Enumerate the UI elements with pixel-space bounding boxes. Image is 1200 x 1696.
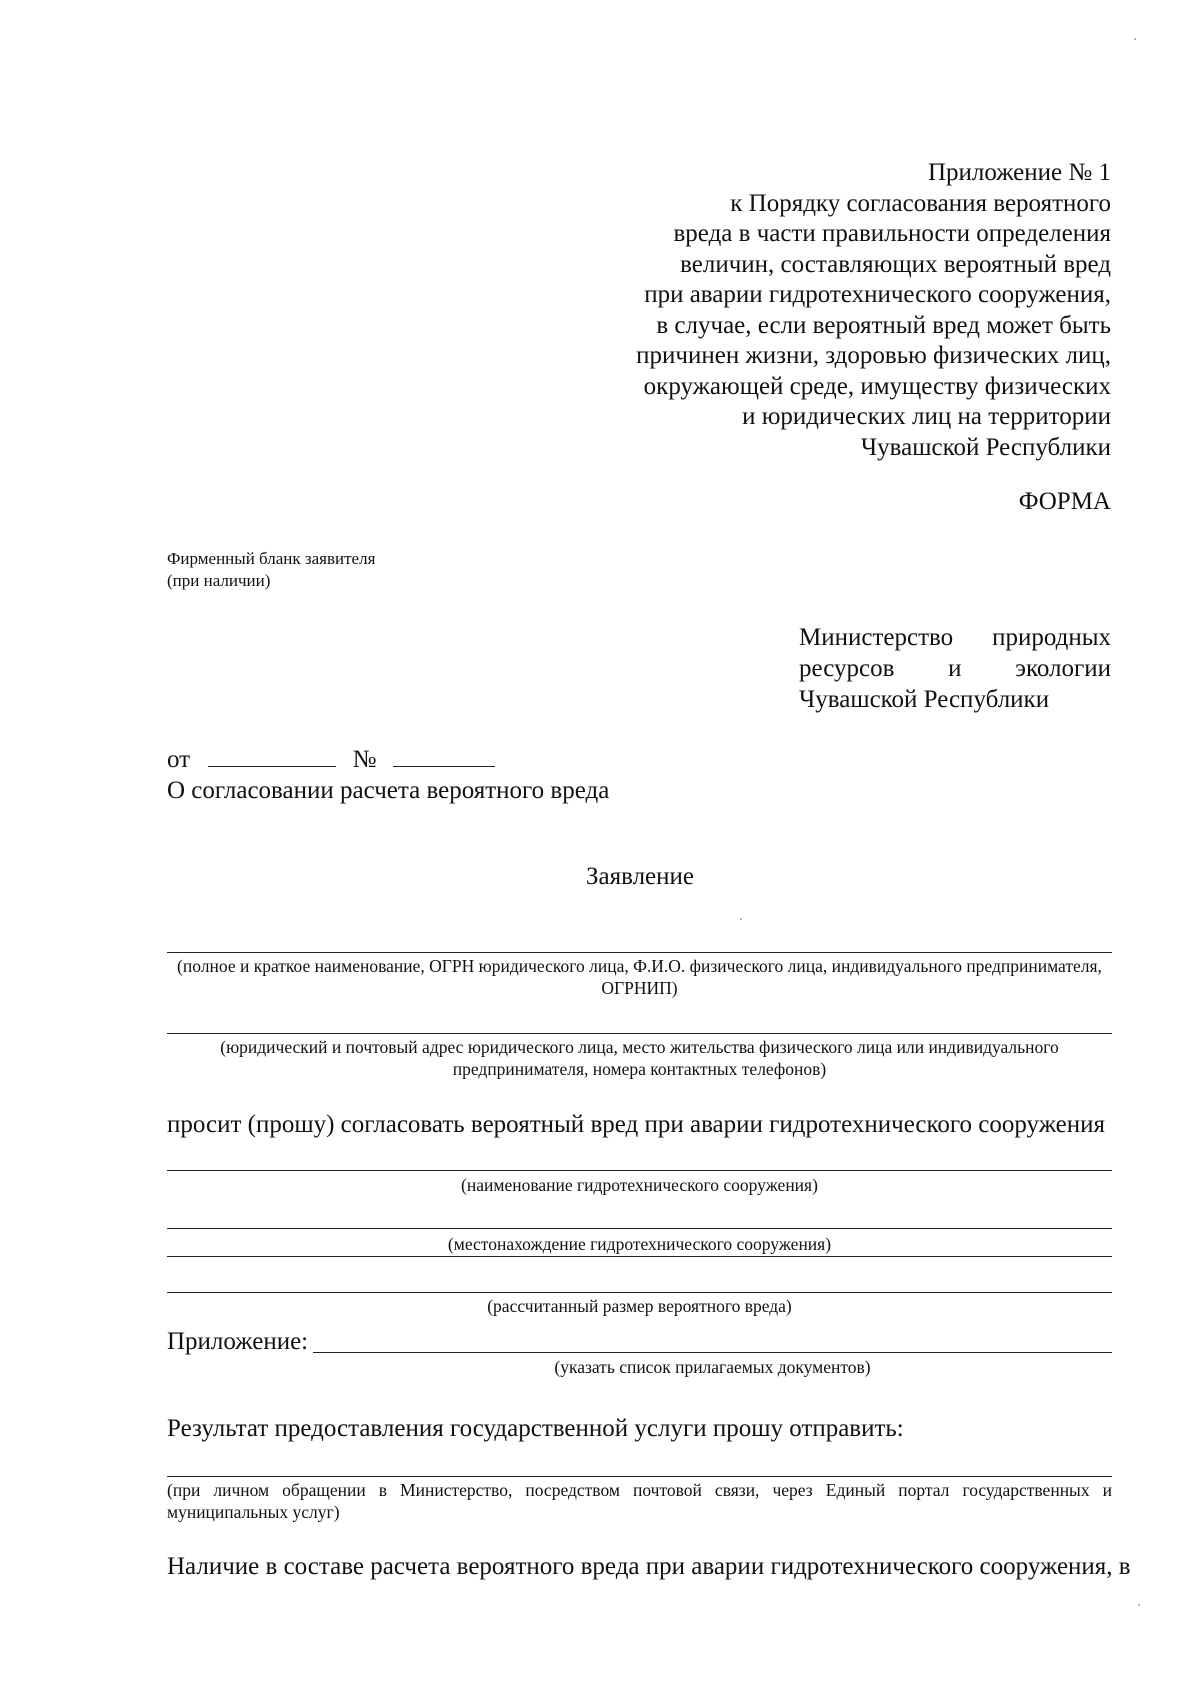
number-blank-field[interactable] xyxy=(393,746,495,767)
appendix-line: окружающей среде, имуществу физических xyxy=(643,372,1111,400)
damage-size-hint: (рассчитанный размер вероятного вреда) xyxy=(487,1296,792,1316)
attachment-line[interactable] xyxy=(313,1352,1112,1353)
location-hint: (местонахождение гидротехнического сооружения) xyxy=(447,1234,832,1254)
applicant-name-hint: (полное и краткое наименование, ОГРН юридического лица, Ф.И.О. физического лица, индивидуального предпринимателя, ОГРНИП) xyxy=(177,956,1102,998)
appendix-line: Приложение № 1 xyxy=(927,159,1111,186)
letterhead-line: Фирменный бланк заявителя xyxy=(167,549,376,568)
address-line[interactable] xyxy=(167,1033,1112,1034)
result-text: Результат предоставления государственной услуги прошу отправить: xyxy=(167,1415,904,1442)
number-sign: № xyxy=(352,746,377,773)
location-line[interactable] xyxy=(167,1228,1112,1229)
scan-speck xyxy=(1138,1604,1140,1606)
scan-speck xyxy=(740,918,742,920)
attachment-row xyxy=(167,1328,308,1356)
appendix-line: при аварии гидротехнического сооружения, xyxy=(644,281,1111,308)
applicant-name-line[interactable] xyxy=(167,952,1112,953)
letterhead-line: (при наличии) xyxy=(167,571,271,590)
structure-name-line[interactable] xyxy=(167,1170,1112,1171)
recipient-line xyxy=(799,653,1111,684)
recipient-word: Министерство xyxy=(799,624,954,651)
appendix-line: Чувашской Республики xyxy=(860,433,1111,461)
reference-line xyxy=(167,746,495,774)
recipient-word: экологии xyxy=(1015,655,1111,682)
recipient-block xyxy=(799,622,1111,715)
subject-line: О согласовании расчета вероятного вреда xyxy=(167,777,610,804)
request-text: просит (прошу) согласовать вероятный вред при аварии гидротехнического сооружения xyxy=(167,1111,1106,1138)
appendix-line: к Порядку согласования вероятного xyxy=(730,189,1111,217)
structure-name-hint: (наименование гидротехнического сооружения) xyxy=(461,1175,818,1195)
recipient-word: природных xyxy=(992,624,1111,651)
attachment-label: Приложение: xyxy=(167,1328,309,1355)
document-title: Заявление xyxy=(585,863,695,890)
appendix-line: и юридических лиц на территории xyxy=(742,403,1111,430)
address-hint: (юридический и почтовый адрес юридического лица, место жительства физического лица или индивидуального предпринимателя, номера контактных телефонов) xyxy=(220,1037,1059,1079)
damage-size-line[interactable] xyxy=(167,1292,1112,1293)
recipient-line xyxy=(799,622,1111,653)
recipient-line: Чувашской Республики xyxy=(799,686,1050,713)
attachment-hint: (указать список прилагаемых документов) xyxy=(554,1357,871,1377)
letterhead-note xyxy=(167,548,375,592)
delivery-line[interactable] xyxy=(167,1476,1112,1477)
appendix-line: в случае, если вероятный вред может быть xyxy=(656,311,1111,339)
form-label: ФОРМА xyxy=(1018,488,1111,515)
date-blank-field[interactable] xyxy=(208,746,336,767)
recipient-word: ресурсов xyxy=(799,655,895,682)
from-label: от xyxy=(167,746,191,773)
final-text: Наличие в составе расчета вероятного вреда при аварии гидротехнического сооружения, в xyxy=(167,1553,1131,1580)
scan-speck xyxy=(1134,38,1136,40)
recipient-word: и xyxy=(948,655,962,682)
location-line-2[interactable] xyxy=(167,1256,1112,1257)
appendix-line: причинен жизни, здоровью физических лиц, xyxy=(636,342,1111,369)
delivery-hint: (при личном обращении в Министерство, посредством почтовой связи, через Единый портал государственных и муниципальных услуг) xyxy=(167,1480,1112,1522)
appendix-line: величин, составляющих вероятный вред xyxy=(680,250,1111,278)
appendix-line: вреда в части правильности определения xyxy=(673,220,1111,247)
appendix-header xyxy=(591,158,1111,463)
